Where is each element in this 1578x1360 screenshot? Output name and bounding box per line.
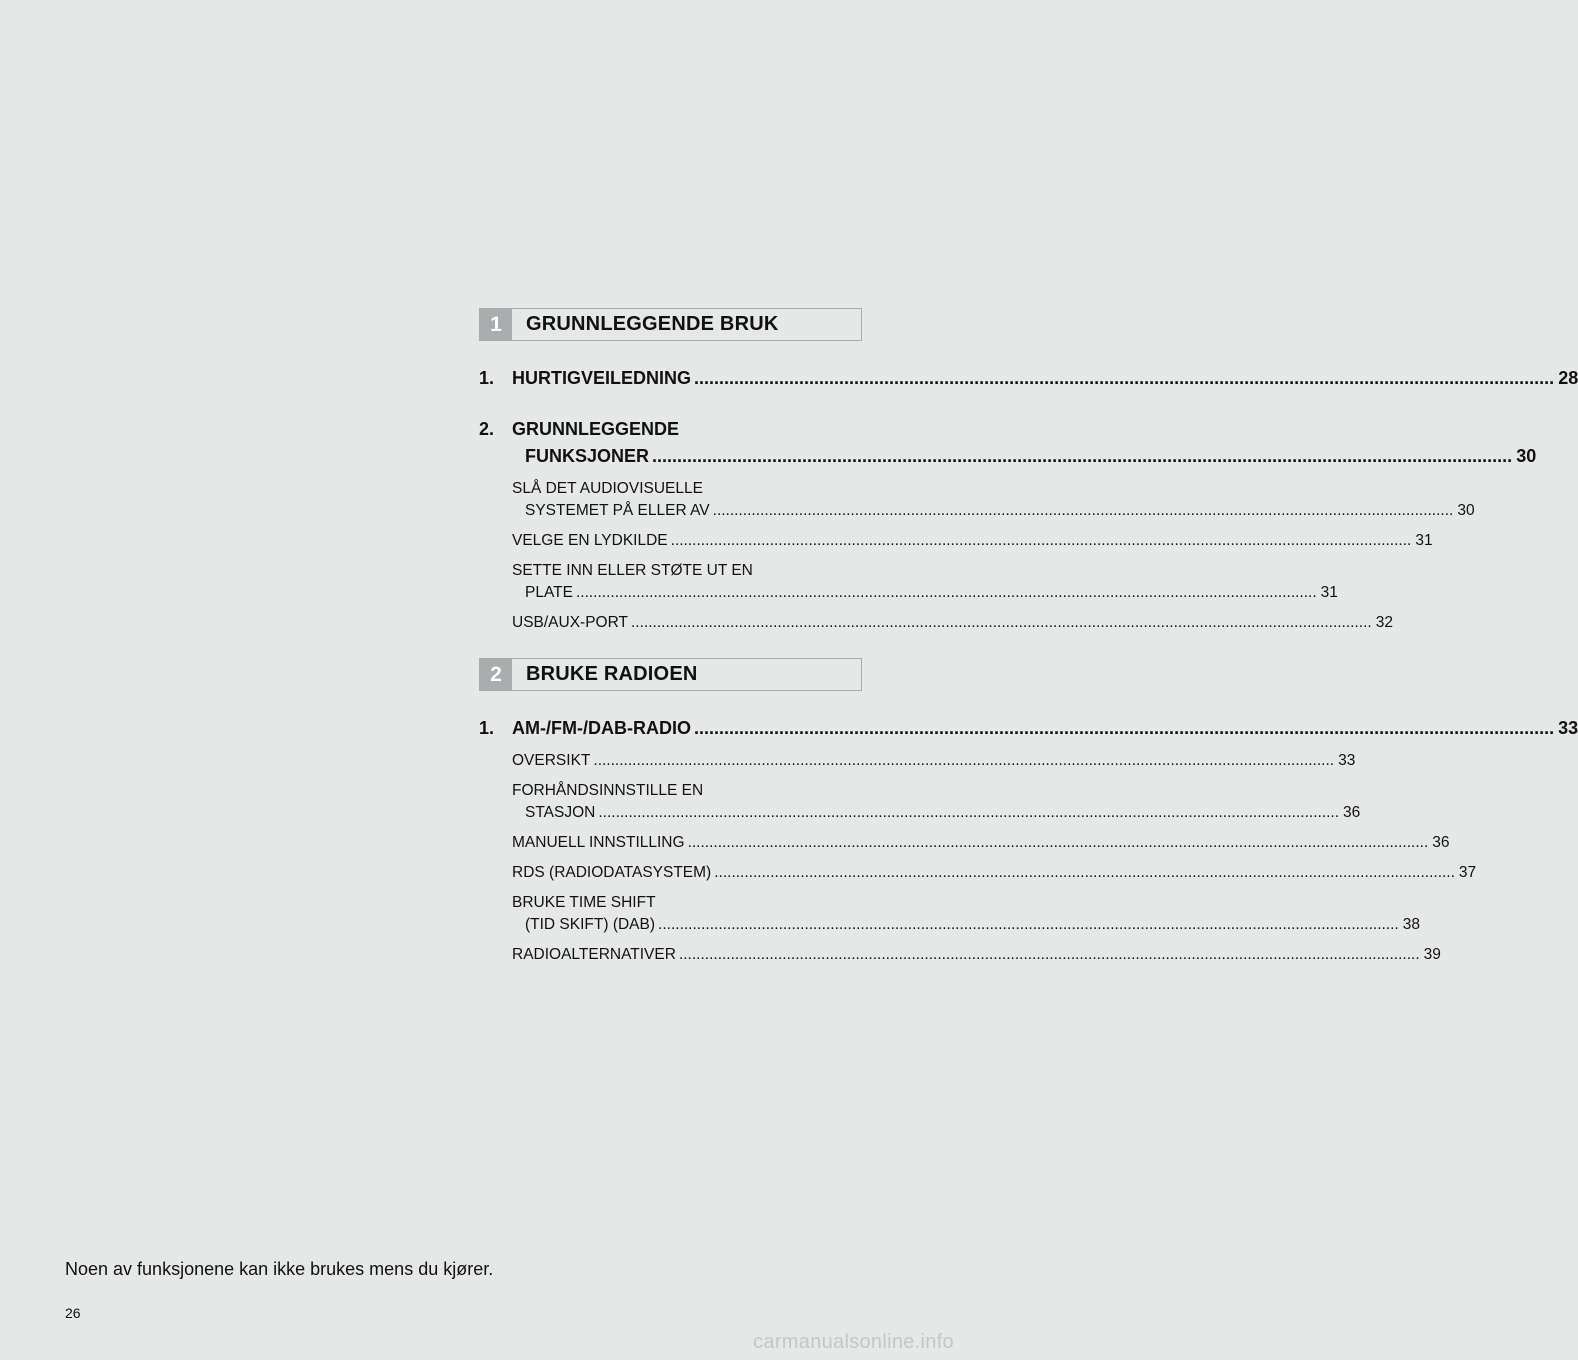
subentry-title: RDS (RADIODATASYSTEM) xyxy=(512,864,712,881)
subentry-title: STASJON xyxy=(525,804,596,821)
toc-subentry[interactable] xyxy=(512,944,1441,966)
page-ref: 33 xyxy=(1338,752,1356,769)
section-2 xyxy=(479,658,1578,966)
toc-subentry[interactable] xyxy=(512,862,1477,884)
chapter-title: AM-/FM-/DAB-RADIO xyxy=(512,718,691,738)
toc-chapter[interactable] xyxy=(479,365,1578,392)
chapter-number: 1. xyxy=(479,718,495,738)
dot-leader xyxy=(576,582,1317,604)
chapter-title: FUNKSJONER xyxy=(525,446,650,466)
toc-subentry[interactable] xyxy=(512,750,1356,772)
subentry-title: MANUELL INNSTILLING xyxy=(512,834,685,851)
section-header xyxy=(479,308,862,341)
page-ref: 30 xyxy=(1516,446,1537,466)
chapter-number: 2. xyxy=(479,419,495,439)
subentry-title: VELGE EN LYDKILDE xyxy=(512,532,668,549)
page-ref: 39 xyxy=(1423,946,1441,963)
subentry-title: (TID SKIFT) (DAB) xyxy=(525,916,656,933)
page-ref: 37 xyxy=(1458,864,1477,881)
page-number: 26 xyxy=(65,1305,81,1321)
toc-subentry[interactable] xyxy=(512,780,1361,824)
section-1 xyxy=(479,308,1578,634)
subentry-title: PLATE xyxy=(525,584,573,601)
subentry-title: RADIOALTERNATIVER xyxy=(512,946,676,963)
dot-leader xyxy=(671,530,1412,552)
page-ref: 38 xyxy=(1402,916,1420,933)
toc-chapter[interactable] xyxy=(479,416,1537,470)
section-header xyxy=(479,658,862,691)
dot-leader xyxy=(694,365,1554,392)
toc-subentry[interactable] xyxy=(512,530,1433,552)
chapter-title: HURTIGVEILEDNING xyxy=(512,368,692,388)
page-ref: 33 xyxy=(1558,718,1578,738)
page-ref: 30 xyxy=(1457,502,1475,519)
subentry-title: SLÅ DET AUDIOVISUELLE xyxy=(512,480,703,497)
dot-leader xyxy=(679,944,1420,966)
subentry-title: USB/AUX-PORT xyxy=(512,614,628,631)
toc-subentry[interactable] xyxy=(512,478,1475,522)
subentry-title: FORHÅNDSINNSTILLE EN xyxy=(512,782,704,799)
page-ref: 31 xyxy=(1415,532,1433,549)
watermark: carmanualsonline.info xyxy=(753,1331,954,1353)
dot-leader xyxy=(658,914,1399,936)
section-number: 2 xyxy=(480,659,512,690)
dot-leader xyxy=(652,443,1512,470)
subentry-title: BRUKE TIME SHIFT xyxy=(512,894,656,911)
toc-chapter[interactable] xyxy=(479,715,1578,742)
toc-subentry[interactable] xyxy=(512,892,1420,936)
page-ref: 31 xyxy=(1320,584,1338,601)
page-ref: 28 xyxy=(1558,368,1578,388)
toc-subentry[interactable] xyxy=(512,832,1450,854)
subentry-title: SYSTEMET PÅ ELLER AV xyxy=(525,502,710,519)
dot-leader xyxy=(631,612,1372,634)
dot-leader xyxy=(713,500,1454,522)
toc-subentry[interactable] xyxy=(512,612,1393,634)
page-ref: 36 xyxy=(1432,834,1450,851)
page-ref: 36 xyxy=(1343,804,1361,821)
subentry-title: OVERSIKT xyxy=(512,752,591,769)
table-of-contents xyxy=(479,308,1578,988)
chapter-number: 1. xyxy=(479,368,495,388)
footer-note: Noen av funksjonene kan ikke brukes mens du kjører. xyxy=(65,1259,494,1279)
toc-subentry[interactable] xyxy=(512,560,1338,604)
dot-leader xyxy=(598,802,1339,824)
dot-leader xyxy=(593,750,1334,772)
section-number: 1 xyxy=(480,309,512,340)
page-ref: 32 xyxy=(1375,614,1393,631)
section-title: BRUKE RADIOEN xyxy=(526,663,698,685)
dot-leader xyxy=(694,715,1554,742)
dot-leader xyxy=(714,862,1455,884)
section-title: GRUNNLEGGENDE BRUK xyxy=(526,313,779,335)
chapter-title: GRUNNLEGGENDE xyxy=(512,419,680,439)
dot-leader xyxy=(688,832,1429,854)
subentry-title: SETTE INN ELLER STØTE UT EN xyxy=(512,562,753,579)
